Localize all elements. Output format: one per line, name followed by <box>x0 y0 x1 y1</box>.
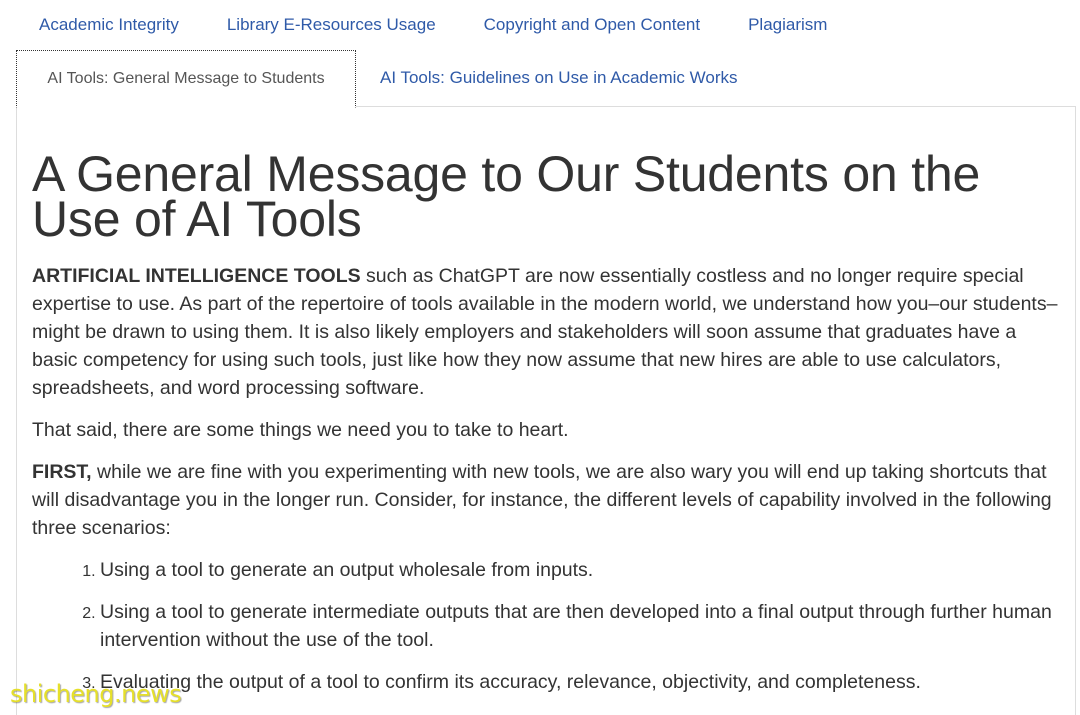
paragraph-that-said: That said, there are some things we need you to take to heart. <box>32 419 569 441</box>
paragraph-first-text: while we are fine with you experimenting with new tools, we are also wary you will end up taking shortcuts that will disadvantage you in the longer run. Consider, for instance, the different levels of capability involved in the following three scenarios: <box>32 461 1052 539</box>
paragraph-intro-text: such as ChatGPT are now essentially costless and no longer require special expertise to use. As part of the repertoire of tools available in the modern world, we understand how you–our students–might be drawn to using them. It is also likely employers and stakeholders will soon assume that graduates have a basic competency for using such tools, just like how they now assume that new hires are able to use calculators, spreadsheets, and word processing software. <box>32 265 1058 399</box>
tab-plagiarism[interactable]: Plagiarism <box>748 15 828 34</box>
watermark: shicheng.news <box>10 680 182 708</box>
scenario-list <box>32 556 1062 696</box>
tabs-row-1 <box>16 0 851 50</box>
list-item: 3. Evaluating the output of a tool to confirm its accuracy, relevance, objectivity, and completeness. <box>100 668 1062 696</box>
paragraph-first <box>32 458 1062 542</box>
tab-academic-integrity[interactable]: Academic Integrity <box>39 15 179 34</box>
paragraph-first-lead: FIRST, <box>32 461 92 483</box>
list-item: 2. Using a tool to generate intermediate outputs that are then developed into a final output through further human intervention without the use of the tool. <box>100 598 1062 654</box>
page-title: A General Message to Our Students on the Use of AI Tools <box>32 146 981 247</box>
article-content <box>32 146 1062 710</box>
list-item: 1. Using a tool to generate an output wholesale from inputs. <box>100 556 1062 584</box>
tab-ai-tools-guidelines[interactable]: AI Tools: Guidelines on Use in Academic Works <box>380 68 738 87</box>
tab-library-e-resources-usage[interactable]: Library E-Resources Usage <box>226 15 436 34</box>
tab-ai-tools-general-message[interactable]: AI Tools: General Message to Students <box>16 50 356 108</box>
tab-copyright-and-open-content[interactable]: Copyright and Open Content <box>483 15 701 34</box>
paragraph-intro-lead: ARTIFICIAL INTELLIGENCE TOOLS <box>32 265 361 287</box>
paragraph-intro <box>32 262 1062 402</box>
tabs-row-2 <box>16 50 761 106</box>
